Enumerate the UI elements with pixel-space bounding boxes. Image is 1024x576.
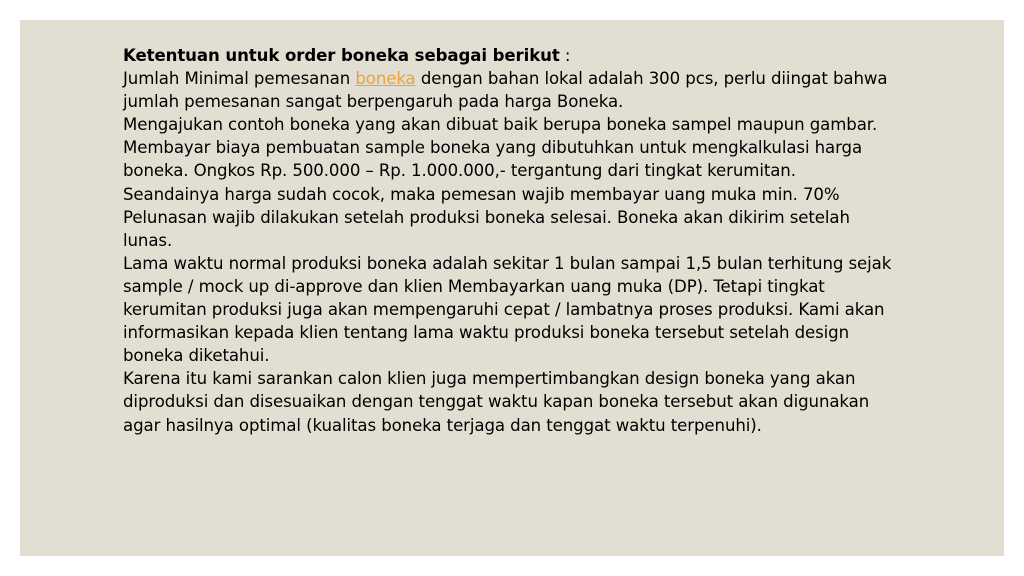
paragraph-recommendation: Karena itu kami sarankan calon klien juga mempertimbangkan design boneka yang akan diproduksi dan disesuaikan dengan tenggat waktu kapan boneka tersebut akan digunakan agar hasilnya optimal (kualitas boneka terjaga dan tenggat waktu terpenuhi). [123,369,870,435]
heading-line [123,44,903,67]
paragraph-production-time: Lama waktu normal produksi boneka adalah sekitar 1 bulan sampai 1,5 bulan terhitung sejak sample / mock up di-approve dan klien Membayarkan uang muka (DP). Tetapi tingkat kerumitan produksi juga akan mempengaruhi cepat / lambatnya proses produksi. Kami akan informasikan kepada klien tentang lama waktu produksi boneka tersebut setelah design boneka diketahui. [123,253,892,366]
slide-content [123,44,903,437]
paragraph-sample-request: Mengajukan contoh boneka yang akan dibuat baik berupa boneka sampel maupun gambar. [123,115,878,135]
heading-suffix: : [559,46,571,65]
paragraph-minimum-order-before: Jumlah Minimal pemesanan [123,69,356,89]
paragraph-down-payment: Seandainya harga sudah cocok, maka pemesan wajib membayar uang muka min. 70% [123,184,840,204]
slide-background [20,20,1004,556]
boneka-link[interactable]: boneka [355,69,416,89]
paragraph-sample-cost: Membayar biaya pembuatan sample boneka yang dibutuhkan untuk mengkalkulasi harga boneka. Ongkos Rp. 500.000 – Rp. 1.000.000,- tergantung dari tingkat kerumitan. [123,138,863,181]
paragraph-minimum-order-after: dengan bahan lokal adalah 300 pcs, perlu diingat bahwa jumlah pemesanan sangat berpengaruh pada harga Boneka. [123,69,888,112]
heading-title: Ketentuan untuk order boneka sebagai berikut [123,46,560,65]
paragraph-minimum-order [123,67,903,113]
paragraph-settlement: Pelunasan wajib dilakukan setelah produksi boneka selesai. Boneka akan dikirim setelah lunas. [123,207,850,250]
